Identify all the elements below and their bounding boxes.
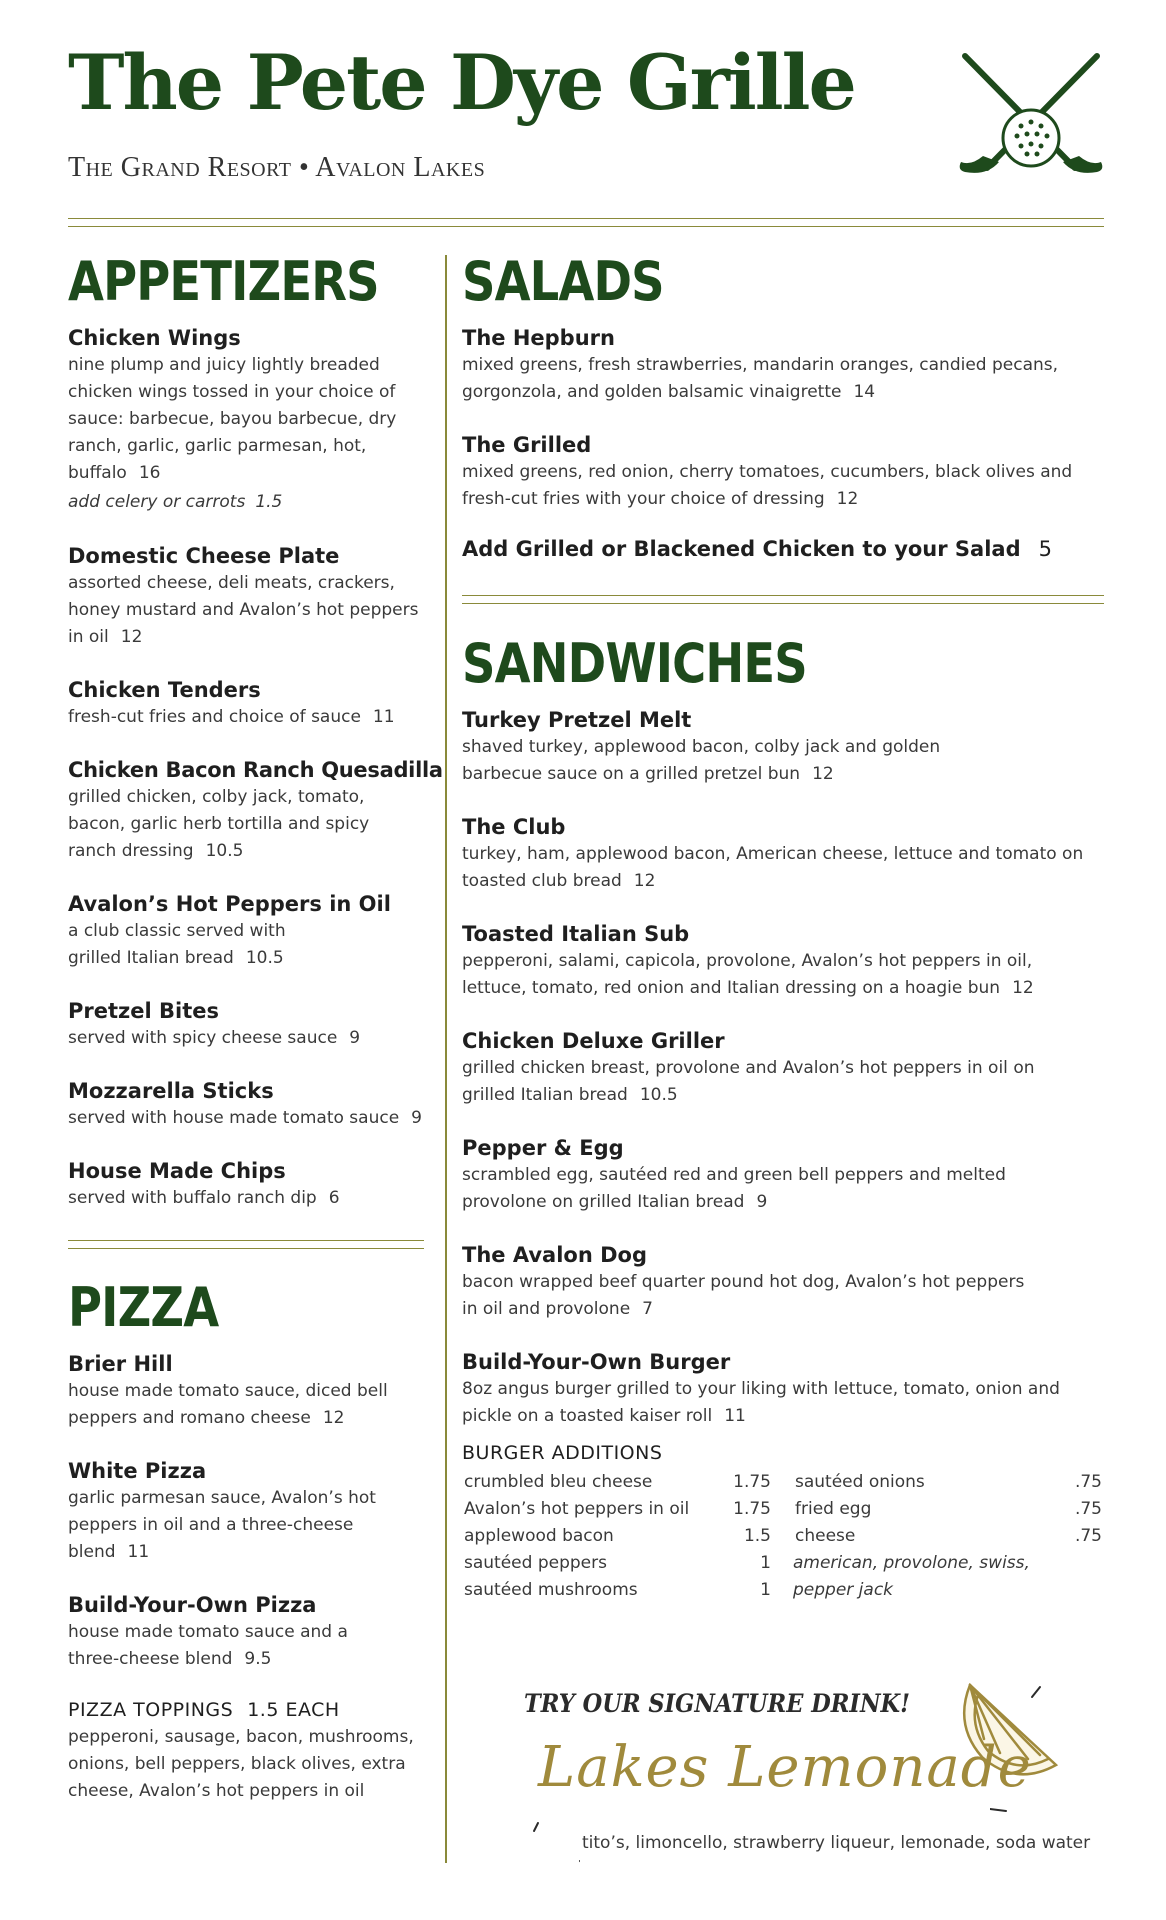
item-name: Avalon’s Hot Peppers in Oil [68, 892, 391, 916]
item-description: a club classic served with grilled Italian bread 10.5 [68, 921, 286, 968]
additions-right-column [793, 1469, 1102, 1604]
appetizers-heading: APPETIZERS [68, 250, 379, 313]
item-price: 9 [756, 1192, 768, 1212]
item-description: pepperoni, salami, capicola, provolone, Avalon’s hot peppers in oil, lettuce, tomato, red onion and Italian dressing on a hoagie bun 12 [462, 951, 1034, 998]
item-description: mixed greens, fresh strawberries, mandarin oranges, candied pecans, gorgonzola, and golden balsamic vinaigrette 14 [462, 355, 1059, 402]
item-price: 12 [120, 627, 143, 647]
menu-item [462, 707, 1102, 788]
item-description: grilled chicken, colby jack, tomato, bacon, garlic herb tortilla and spicy ranch dressing 10.5 [68, 787, 370, 861]
salads-heading: SALADS [462, 250, 664, 313]
item-description: shaved turkey, applewood bacon, colby jack and golden barbecue sauce on a grilled pretzel bun 12 [462, 737, 941, 784]
item-price: 6 [328, 1188, 340, 1208]
toppings-price: 1.5 EACH [247, 1699, 340, 1721]
item-description: 8oz angus burger grilled to your liking with lettuce, tomato, onion and pickle on a toasted kaiser roll 11 [462, 1379, 1060, 1426]
item-name: White Pizza [68, 1459, 207, 1483]
item-name: Build-Your-Own Burger [462, 1350, 731, 1374]
menu-item [68, 325, 430, 517]
addition-row: sautéed mushrooms 1 [464, 1580, 771, 1600]
column-divider [445, 255, 447, 1863]
item-price: 9 [349, 1028, 361, 1048]
item-price: 11 [127, 1542, 150, 1562]
item-name: Chicken Deluxe Griller [462, 1029, 725, 1053]
item-description: nine plump and juicy lightly breaded chicken wings tossed in your choice of sauce: barbecue, bayou barbecue, dry ranch, garlic, garlic parmesan, hot, buffalo 16 [68, 355, 397, 483]
crossed-golf-clubs-icon [955, 50, 1107, 185]
decorative-sparkle-icon [520, 1815, 580, 1875]
item-name: House Made Chips [68, 1159, 286, 1183]
menu-item [462, 325, 1102, 406]
drink-description: tito’s, limoncello, strawberry liqueur, lemonade, soda water [582, 1833, 1091, 1853]
item-price: 9 [411, 1108, 422, 1128]
item-price: 10.5 [639, 1085, 678, 1105]
item-name: The Grilled [462, 433, 592, 457]
header-rule-bottom [68, 226, 1104, 227]
pizza-list [68, 1351, 430, 1805]
item-addon-note: add celery or carrots 1.5 [68, 492, 283, 512]
item-description: garlic parmesan sauce, Avalon’s hot peppers in oil and a three-cheese blend 11 [68, 1488, 376, 1562]
menu-item [462, 1135, 1102, 1216]
item-price: 12 [633, 871, 656, 891]
item-description: house made tomato sauce and a three-cheese blend 9.5 [68, 1622, 348, 1669]
menu-item [68, 1078, 430, 1132]
item-price: 12 [812, 764, 834, 784]
item-description: fresh-cut fries and choice of sauce 11 [68, 707, 395, 727]
menu-item [462, 1242, 1102, 1323]
appetizers-rule-top [68, 1240, 424, 1241]
salads-rule-bottom [462, 603, 1104, 604]
restaurant-subtitle: The Grand Resort • Avalon Lakes [68, 152, 486, 183]
menu-item [68, 1158, 430, 1212]
item-description: scrambled egg, sautéed red and green bell peppers and melted provolone on grilled Italian bread 9 [462, 1165, 1006, 1212]
item-price: 12 [836, 489, 859, 509]
menu-item [68, 998, 430, 1052]
menu-item [68, 1458, 430, 1566]
sandwiches-heading: SANDWICHES [462, 632, 807, 695]
item-name: Build-Your-Own Pizza [68, 1593, 317, 1617]
appetizers-rule-bottom [68, 1248, 424, 1249]
item-name: Chicken Tenders [68, 678, 261, 702]
menu-item [68, 677, 430, 731]
item-name: Mozzarella Sticks [68, 1079, 274, 1103]
item-name: The Avalon Dog [462, 1243, 647, 1267]
addition-row: applewood bacon 1.5 [464, 1526, 771, 1546]
item-description: bacon wrapped beef quarter pound hot dog, Avalon’s hot peppers in oil and provolone 7 [462, 1272, 1025, 1319]
addition-row: Avalon’s hot peppers in oil 1.75 [464, 1499, 771, 1519]
item-description: served with spicy cheese sauce 9 [68, 1028, 361, 1048]
item-name: Turkey Pretzel Melt [462, 708, 692, 732]
menu-item [462, 1028, 1102, 1109]
decorative-sparkle-icon [990, 1805, 1030, 1825]
menu-item [462, 432, 1102, 513]
toppings-heading: PIZZA TOPPINGS 1.5 EACH [68, 1699, 340, 1721]
pizza-toppings [68, 1697, 430, 1805]
menu-item [68, 1592, 430, 1673]
item-price: 12 [322, 1408, 345, 1428]
item-name: Chicken Bacon Ranch Quesadilla [68, 758, 443, 782]
restaurant-title: The Pete Dye Grille [68, 38, 855, 127]
menu-item [462, 1349, 1102, 1430]
item-name: The Hepburn [462, 326, 615, 350]
item-name: Chicken Wings [68, 326, 241, 350]
item-name: Toasted Italian Sub [462, 922, 690, 946]
addition-row: fried egg .75 [795, 1499, 1102, 1519]
salad-add-chicken: Add Grilled or Blackened Chicken to your Salad 5 [462, 537, 1052, 561]
item-name: Brier Hill [68, 1352, 173, 1376]
item-price: 7 [642, 1299, 653, 1319]
menu-item [68, 757, 443, 865]
item-description: mixed greens, red onion, cherry tomatoes, cucumbers, black olives and fresh-cut fries with your choice of dressing 12 [462, 462, 1073, 509]
item-price: 16 [138, 463, 161, 483]
item-name: Domestic Cheese Plate [68, 544, 340, 568]
header-rule-top [68, 218, 1104, 219]
addition-row: sautéed onions .75 [795, 1472, 1102, 1492]
item-description: turkey, ham, applewood bacon, American cheese, lettuce and tomato on toasted club bread 12 [462, 844, 1084, 891]
pizza-heading: PIZZA [68, 1276, 219, 1339]
item-name: Pepper & Egg [462, 1136, 624, 1160]
item-description: grilled chicken breast, provolone and Avalon’s hot peppers in oil on grilled Italian bread 10.5 [462, 1058, 1035, 1105]
item-price: 14 [853, 382, 876, 402]
menu-item [68, 1351, 430, 1432]
addition-row: sautéed peppers 1 [464, 1553, 771, 1573]
drink-callout: TRY OUR SIGNATURE DRINK! [524, 1689, 910, 1718]
burger-additions [462, 1440, 1102, 1604]
item-price: 9.5 [244, 1649, 272, 1669]
additions-left-column [462, 1469, 771, 1604]
item-description: served with house made tomato sauce 9 [68, 1108, 422, 1128]
menu-item [462, 814, 1102, 895]
addition-row: crumbled bleu cheese 1.75 [464, 1472, 771, 1492]
appetizers-list [68, 325, 443, 1238]
item-price: 12 [1012, 978, 1034, 998]
item-name: The Club [462, 815, 566, 839]
add-chicken-price: 5 [1038, 537, 1052, 561]
sandwiches-list [462, 707, 1102, 1456]
menu-item [68, 891, 430, 972]
drink-name: Lakes Lemonade [538, 1735, 1032, 1800]
item-price: 11 [724, 1406, 746, 1426]
item-description: served with buffalo ranch dip 6 [68, 1188, 340, 1208]
signature-drink [520, 1655, 1091, 1895]
item-price: 11 [372, 707, 395, 727]
item-name: Pretzel Bites [68, 999, 219, 1023]
menu-item [68, 543, 430, 651]
cheese-options: american, provolone, swiss, pepper jack [793, 1553, 1030, 1600]
item-price: 10.5 [205, 841, 244, 861]
salads-rule-top [462, 595, 1104, 596]
item-description: assorted cheese, deli meats, crackers, honey mustard and Avalon’s hot peppers in oil 12 [68, 573, 419, 647]
item-description: house made tomato sauce, diced bell peppers and romano cheese 12 [68, 1381, 388, 1428]
toppings-list: pepperoni, sausage, bacon, mushrooms, onions, bell peppers, black olives, extra cheese, Avalon’s hot peppers in oil [68, 1727, 414, 1801]
burger-additions-heading: BURGER ADDITIONS [462, 1442, 663, 1464]
item-price: 10.5 [245, 948, 284, 968]
addition-row: cheese .75 [795, 1526, 1102, 1546]
menu-item [462, 921, 1102, 1002]
salads-list [462, 325, 1102, 561]
